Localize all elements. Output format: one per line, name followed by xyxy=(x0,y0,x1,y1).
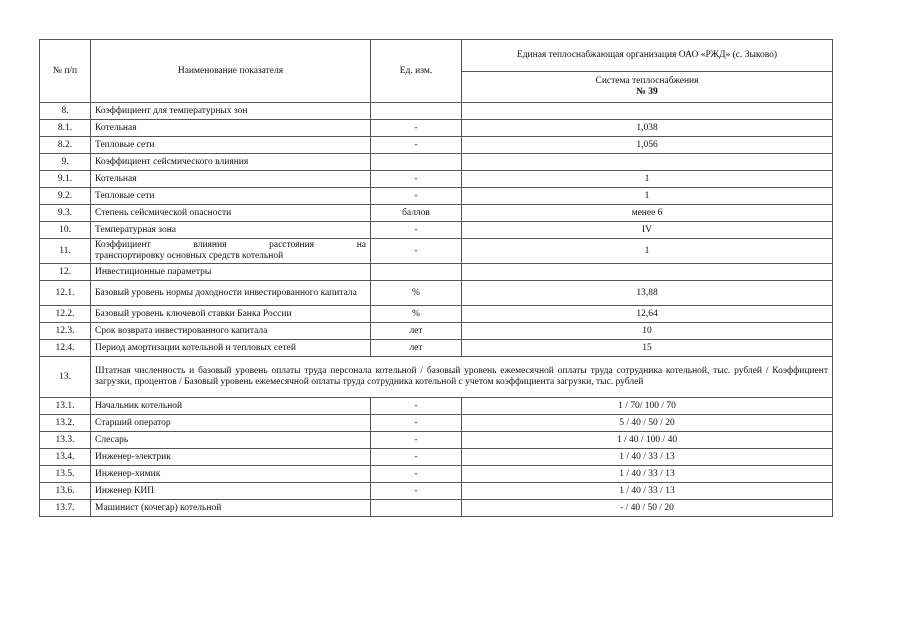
header-num: № п/п xyxy=(40,40,91,103)
row-num: 13.1. xyxy=(40,398,91,415)
row-num: 8.2. xyxy=(40,137,91,154)
table-row xyxy=(40,137,833,154)
row-unit: % xyxy=(371,306,462,323)
row-num: 13. xyxy=(40,357,91,398)
row-value: 15 xyxy=(462,340,833,357)
row-unit xyxy=(371,154,462,171)
table-row xyxy=(40,222,833,239)
row-unit: - xyxy=(371,188,462,205)
table-row xyxy=(40,483,833,500)
row-value: 10 xyxy=(462,323,833,340)
header-org: Единая теплоснабжающая организация ОАО «РЖД» (с. Зыково) xyxy=(462,40,833,72)
row-unit: - xyxy=(371,466,462,483)
row-unit xyxy=(371,264,462,281)
table-row xyxy=(40,120,833,137)
row-value xyxy=(462,264,833,281)
row-name: Котельная xyxy=(91,171,371,188)
table-row xyxy=(40,398,833,415)
row-unit: лет xyxy=(371,340,462,357)
row-value: 1,056 xyxy=(462,137,833,154)
row-name-line2: транспортировку основных средств котельной xyxy=(95,251,284,261)
row-unit: - xyxy=(371,483,462,500)
row-name: Начальник котельной xyxy=(91,398,371,415)
row-unit: - xyxy=(371,449,462,466)
row-value: 1 / 40 / 100 / 40 xyxy=(462,432,833,449)
row-name: Машинист (кочегар) котельной xyxy=(91,500,371,517)
table-header-row xyxy=(40,40,833,72)
row-name: Срок возврата инвестированного капитала xyxy=(91,323,371,340)
row-name: Слесарь xyxy=(91,432,371,449)
row-unit: - xyxy=(371,239,462,264)
header-system-line1: Система теплоснабжения xyxy=(595,75,699,86)
header-unit: Ед. изм. xyxy=(371,40,462,103)
table-row xyxy=(40,171,833,188)
row-value: менее 6 xyxy=(462,205,833,222)
row-num: 9.3. xyxy=(40,205,91,222)
row-num: 11. xyxy=(40,239,91,264)
row-name: Инвестиционные параметры xyxy=(91,264,371,281)
table-row xyxy=(40,323,833,340)
table-row xyxy=(40,239,833,264)
row-name: Базовый уровень нормы доходности инвестированного капитала xyxy=(91,281,371,306)
row-value: 1 / 70/ 100 / 70 xyxy=(462,398,833,415)
row-num: 12.2. xyxy=(40,306,91,323)
row-num: 13.6. xyxy=(40,483,91,500)
row-value: 1,038 xyxy=(462,120,833,137)
row-value: 1 / 40 / 33 / 13 xyxy=(462,449,833,466)
table-row xyxy=(40,357,833,398)
table-row xyxy=(40,466,833,483)
table-row xyxy=(40,205,833,222)
row-unit: - xyxy=(371,432,462,449)
table-row xyxy=(40,415,833,432)
row-num: 12.3. xyxy=(40,323,91,340)
table-row xyxy=(40,103,833,120)
row-unit: - xyxy=(371,398,462,415)
row-name: Тепловые сети xyxy=(91,188,371,205)
row-value: 5 / 40 / 50 / 20 xyxy=(462,415,833,432)
table-row xyxy=(40,188,833,205)
row-name: Температурная зона xyxy=(91,222,371,239)
row-value: 1 / 40 / 33 / 13 xyxy=(462,466,833,483)
row-num: 13.7. xyxy=(40,500,91,517)
row-value xyxy=(462,154,833,171)
table-row xyxy=(40,264,833,281)
row-value: 1 xyxy=(462,188,833,205)
row-name xyxy=(91,239,371,264)
header-system xyxy=(462,71,833,103)
row-num: 12. xyxy=(40,264,91,281)
header-name: Наименование показателя xyxy=(91,40,371,103)
row-value: 1 xyxy=(462,171,833,188)
table-row xyxy=(40,154,833,171)
row-unit: - xyxy=(371,137,462,154)
table-row xyxy=(40,306,833,323)
table-row xyxy=(40,449,833,466)
row-name: Инженер-электрик xyxy=(91,449,371,466)
row-name: Тепловые сети xyxy=(91,137,371,154)
table-row xyxy=(40,500,833,517)
row-unit xyxy=(371,500,462,517)
row-unit: - xyxy=(371,171,462,188)
row-name: Старший оператор xyxy=(91,415,371,432)
row-value: 13,88 xyxy=(462,281,833,306)
row-num: 13.3. xyxy=(40,432,91,449)
indicators-table xyxy=(39,39,833,517)
row-name-line1: Коэффициент влияния расстояния на xyxy=(95,240,366,250)
row-num: 9.2. xyxy=(40,188,91,205)
row-num: 10. xyxy=(40,222,91,239)
table-row xyxy=(40,281,833,306)
row-name: Инженер-химик xyxy=(91,466,371,483)
row-name: Котельная xyxy=(91,120,371,137)
row-name: Период амортизации котельной и тепловых сетей xyxy=(91,340,371,357)
row-num: 9. xyxy=(40,154,91,171)
row-unit: - xyxy=(371,120,462,137)
row-name: Коэффициент для температурных зон xyxy=(91,103,371,120)
row-num: 9.1. xyxy=(40,171,91,188)
row-num: 13.2. xyxy=(40,415,91,432)
row-num: 12.4. xyxy=(40,340,91,357)
row-name: Инженер КИП xyxy=(91,483,371,500)
row-num: 8. xyxy=(40,103,91,120)
row-name: Степень сейсмической опасности xyxy=(91,205,371,222)
row-num: 12.1. xyxy=(40,281,91,306)
row-unit: лет xyxy=(371,323,462,340)
table-row xyxy=(40,340,833,357)
row-value: - / 40 / 50 / 20 xyxy=(462,500,833,517)
row-name: Базовый уровень ключевой ставки Банка России xyxy=(91,306,371,323)
row-value: 12,64 xyxy=(462,306,833,323)
row-unit xyxy=(371,103,462,120)
row-unit: - xyxy=(371,222,462,239)
row-name: Коэффициент сейсмического влияния xyxy=(91,154,371,171)
header-system-line2: № 39 xyxy=(636,86,658,97)
row-unit: % xyxy=(371,281,462,306)
row-unit: баллов xyxy=(371,205,462,222)
row-unit: - xyxy=(371,415,462,432)
row-num: 13.4. xyxy=(40,449,91,466)
row-value xyxy=(462,103,833,120)
row-num: 13.5. xyxy=(40,466,91,483)
row-num: 8.1. xyxy=(40,120,91,137)
row-name-wide: Штатная численность и базовый уровень оплаты труда персонала котельной / базовый уровень ежемесячной оплаты труда сотрудника котельной, тыс. рублей / Коэффициент загрузки, процентов / Базовый уровень ежемесячной оплаты труда сотрудника котельной с учетом коэффициента загрузки, тыс. рублей xyxy=(91,357,833,398)
row-value: 1 xyxy=(462,239,833,264)
row-value: 1 / 40 / 33 / 13 xyxy=(462,483,833,500)
table-row xyxy=(40,432,833,449)
row-value: IV xyxy=(462,222,833,239)
